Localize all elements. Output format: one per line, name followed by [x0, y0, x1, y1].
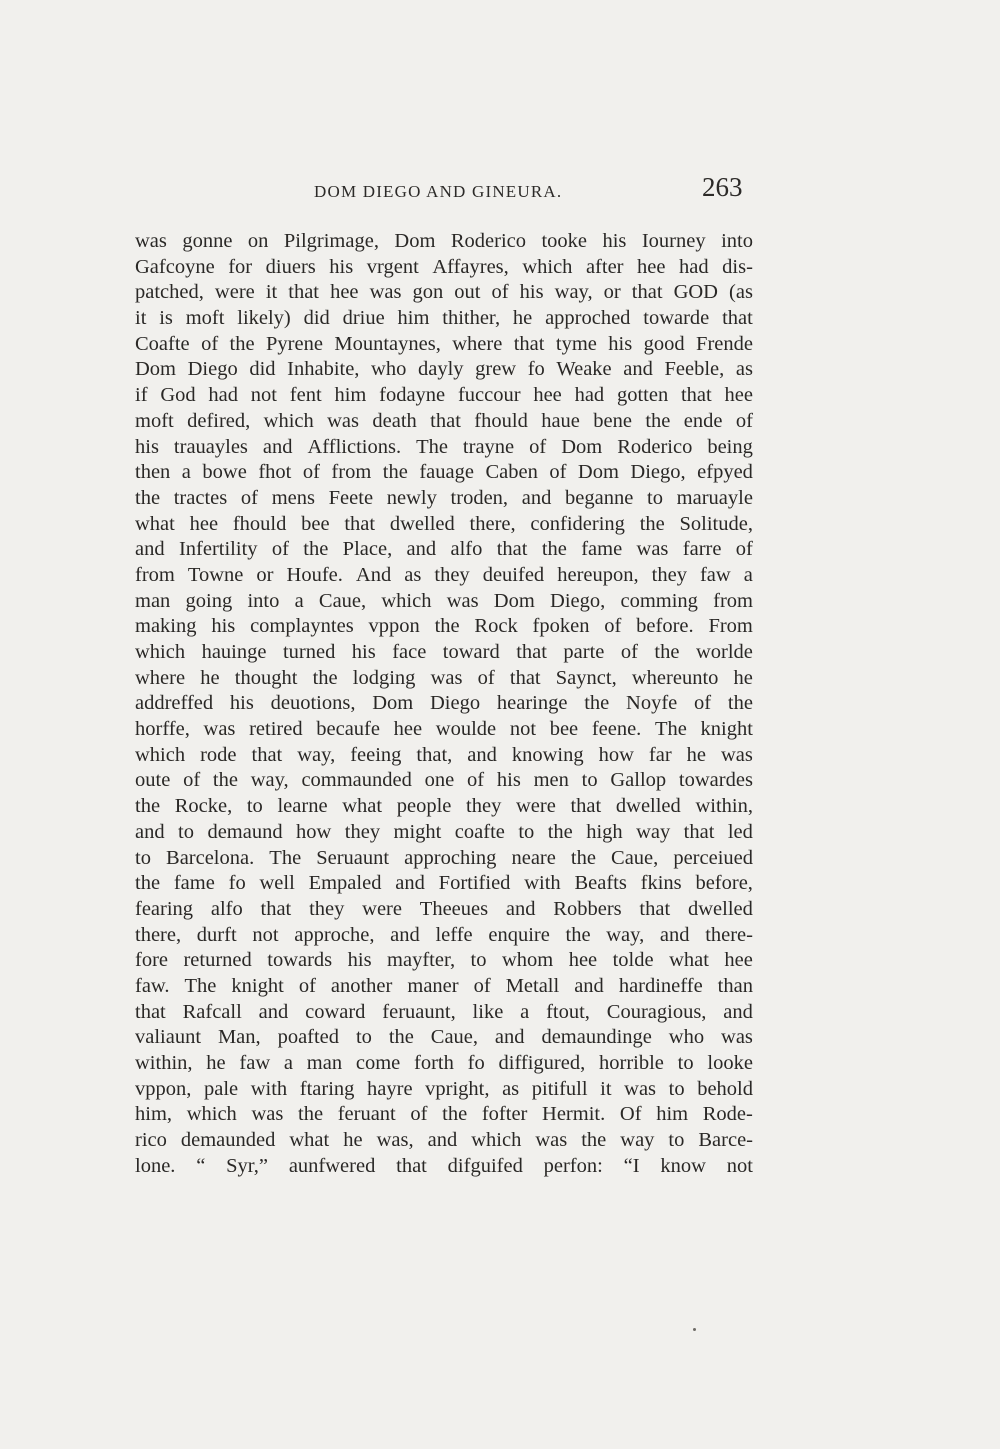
text-line: the fame fo well Empaled and Fortified with Beafts fkins before,: [135, 872, 753, 895]
text-line: from Towne or Houfe. And as they deuifed hereupon, they faw a: [135, 563, 753, 586]
text-line: vppon, pale with ftaring hayre vpright, as pitifull it was to behold: [135, 1077, 753, 1100]
text-line: him, which was the feruant of the fofter Hermit. Of him Rode-: [135, 1103, 753, 1126]
text-line: which rode that way, feeing that, and knowing how far he was: [135, 743, 753, 766]
text-line: lone. “ Syr,” aunfwered that difguifed perfon: “I know not: [135, 1154, 753, 1177]
text-line: which hauinge turned his face toward that parte of the worlde: [135, 641, 753, 663]
paper-speck: [693, 1328, 696, 1331]
text-line: what hee fhould bee that dwelled there, confidering the Solitude,: [135, 512, 753, 535]
body-text: [135, 229, 753, 1179]
text-line: Gafcoyne for diuers his vrgent Affayres, which after hee had dis-: [135, 255, 753, 278]
text-line: there, durft not approche, and leffe enquire the way, and there-: [135, 923, 753, 946]
text-line: and Infertility of the Place, and alfo that the fame was farre of: [135, 538, 753, 561]
text-line: his trauayles and Afflictions. The trayne of Dom Roderico being: [135, 435, 753, 458]
text-line: fearing alfo that they were Theeues and Robbers that dwelled: [135, 897, 753, 920]
page-number: 263: [702, 172, 743, 202]
text-line: rico demaunded what he was, and which was the way to Barce-: [135, 1129, 753, 1152]
text-line: Coafte of the Pyrene Mountaynes, where that tyme his good Frende: [135, 332, 753, 355]
text-line: the Rocke, to learne what people they were that dwelled within,: [135, 795, 753, 818]
text-line: moft defired, which was death that fhould haue bene the ende of: [135, 409, 753, 432]
text-line: faw. The knight of another maner of Metall and hardineffe than: [135, 974, 753, 997]
text-line: then a bowe fhot of from the fauage Caben of Dom Diego, efpyed: [135, 461, 753, 484]
text-line: was gonne on Pilgrimage, Dom Roderico tooke his Iourney into: [135, 230, 753, 252]
text-line: if God had not fent him fodayne fuccour hee had gotten that hee: [135, 384, 753, 407]
text-line: man going into a Caue, which was Dom Diego, comming from: [135, 589, 753, 612]
text-line: valiaunt Man, poafted to the Caue, and demaundinge who was: [135, 1026, 753, 1049]
text-line: and to demaund how they might coafte to the high way that led: [135, 820, 753, 843]
text-line: where he thought the lodging was of that Saynct, whereunto he: [135, 666, 753, 689]
text-line: Dom Diego did Inhabite, who dayly grew fo Weake and Feeble, as: [135, 358, 753, 381]
text-line: the tractes of mens Feete newly troden, and beganne to maruayle: [135, 486, 753, 509]
text-line: making his complayntes vppon the Rock fpoken of before. From: [135, 615, 753, 638]
text-line: within, he faw a man come forth fo diffigured, horrible to looke: [135, 1052, 753, 1074]
text-line: addreffed his deuotions, Dom Diego hearinge the Noyfe of the: [135, 692, 753, 715]
text-line: that Rafcall and coward feruaunt, like a ftout, Couragious, and: [135, 1000, 753, 1023]
text-line: fore returned towards his mayfter, to whom hee tolde what hee: [135, 949, 753, 972]
text-line: horffe, was retired becaufe hee woulde not bee feene. The knight: [135, 718, 753, 741]
text-line: patched, were it that hee was gon out of his way, or that GOD (as: [135, 281, 753, 304]
text-line: to Barcelona. The Seruaunt approching neare the Caue, perceiued: [135, 846, 753, 869]
text-line: it is moft likely) did driue him thither, he approched towarde that: [135, 307, 753, 330]
text-line: oute of the way, commaunded one of his men to Gallop towardes: [135, 769, 753, 792]
running-head: DOM DIEGO AND GINEURA.: [314, 182, 563, 201]
